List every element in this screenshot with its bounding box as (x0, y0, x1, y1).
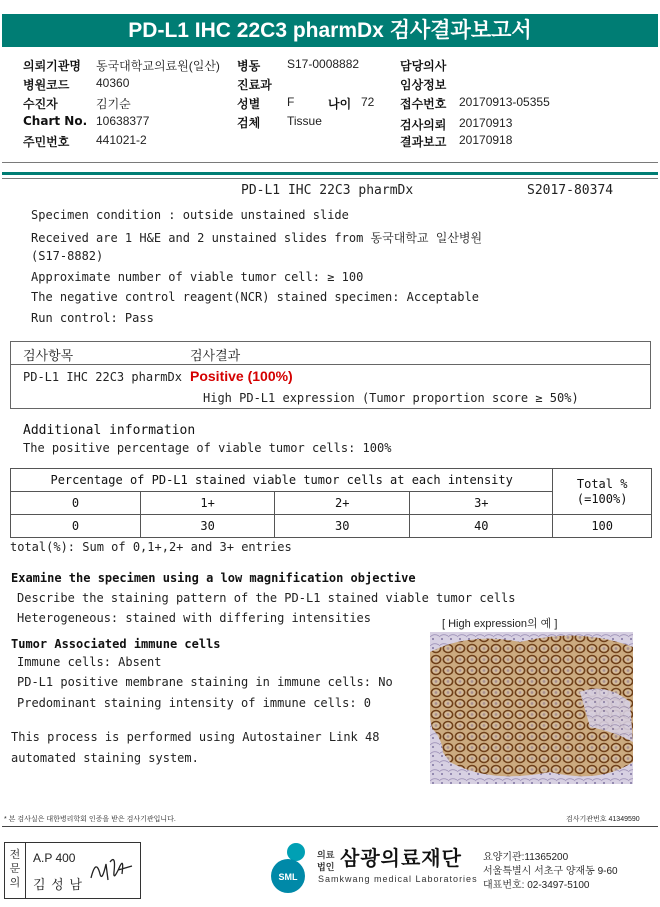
total-header (553, 469, 652, 515)
result-item: PD-L1 IHC 22C3 pharmDx (23, 370, 182, 384)
run-control: Run control: Pass (31, 311, 154, 325)
label-institution: 의뢰기관명 (23, 59, 81, 73)
value-specimen: Tissue (287, 114, 322, 128)
label-department: 진료과 (237, 78, 272, 92)
examine-title: Examine the specimen using a low magnification objective (11, 571, 416, 585)
process-line2: automated staining system. (11, 751, 199, 765)
micrograph-svg (430, 632, 633, 784)
label-receipt-no: 접수번호 (400, 97, 447, 111)
logo-text: SML (278, 872, 298, 882)
result-col-result: 검사결과 (190, 348, 241, 363)
label-age: 나이 (328, 97, 352, 111)
value-ward: S17-0008882 (287, 57, 360, 71)
process-line1: This process is performed using Autostainer Link 48 (11, 730, 380, 744)
label-patient: 수진자 (23, 97, 58, 111)
value-resident-no: 441021-2 (96, 133, 147, 147)
value-receipt-no: 20170913-05355 (459, 95, 550, 109)
ncr-status: The negative control reagent(NCR) stained specimen: Acceptable (31, 290, 479, 304)
report-title: PD-L1 IHC 22C3 pharmDx 검사결과보고서 (2, 14, 658, 47)
table-note: total(%): Sum of 0,1+,2+ and 3+ entries (10, 540, 292, 554)
org-english: Samkwang medical Laboratories (318, 874, 478, 884)
sml-logo-icon (268, 840, 318, 896)
footer-note-left: * 본 검사실은 대한병리학회 인증을 받은 검사기관입니다. (4, 816, 176, 823)
received-slides-id: (S17-8882) (31, 249, 104, 263)
value-institution: 동국대학교의료원(일산) (96, 59, 220, 73)
specimen-condition: Specimen condition : outside unstained slide (31, 208, 349, 222)
intensity-1: 1+ (141, 492, 275, 515)
org-phone: 대표번호: 02-3497-5100 (483, 880, 590, 891)
value-intensity-0: 0 (11, 515, 141, 538)
label-specimen: 검체 (237, 116, 261, 130)
value-report-date: 20170918 (459, 133, 513, 147)
org-code: 요양기관:11365200 (483, 852, 569, 863)
value-hospital-code: 40360 (96, 76, 130, 90)
value-intensity-1: 30 (141, 515, 275, 538)
result-col-item: 검사항목 (23, 348, 74, 363)
total-header-line2: (=100%) (576, 491, 628, 506)
immune-title: Tumor Associated immune cells (11, 637, 221, 651)
label-doctor: 담당의사 (400, 59, 447, 73)
divider-thin (2, 178, 658, 179)
label-resident-no: 주민번호 (23, 135, 70, 149)
additional-text: The positive percentage of viable tumor cells: 100% (23, 441, 392, 455)
examine-line2: Heterogeneous: stained with differing intensities (17, 611, 372, 625)
org-prefix-2: 법인 (317, 862, 335, 872)
additional-title: Additional information (23, 423, 196, 438)
footer-note-right: 검사기관번호 41349590 (566, 816, 640, 823)
label-hospital-code: 병원코드 (23, 78, 70, 92)
result-positive: Positive (100%) (190, 368, 293, 384)
doctor-code: A.P 400 (33, 851, 76, 865)
org-address: 서울특별시 서초구 양재동 9-60 (483, 866, 618, 877)
label-report-date: 결과보고 (400, 135, 447, 149)
examine-line1: Describe the staining pattern of the PD-L1 stained viable tumor cells (17, 591, 516, 605)
received-slides: Received are 1 H&E and 2 unstained slides from 동국대학교 일산병원 (31, 231, 483, 245)
divider-teal (2, 172, 658, 175)
result-expression: High PD-L1 expression (Tumor proportion score ≥ 50%) (203, 391, 579, 405)
value-request-date: 20170913 (459, 116, 513, 130)
label-request-date: 검사의뢰 (400, 118, 447, 132)
report-code: S2017-80374 (527, 183, 614, 198)
result-box-divider (10, 364, 651, 365)
micrograph-image (430, 632, 633, 784)
value-intensity-2: 30 (275, 515, 410, 538)
intensity-2: 2+ (275, 492, 410, 515)
report-test-name: PD-L1 IHC 22C3 pharmDx (241, 183, 414, 198)
doctor-name: 김 성 남 (33, 877, 83, 892)
label-clinical-info: 임상정보 (400, 78, 447, 92)
value-patient: 김기순 (96, 97, 131, 111)
org-name: 삼광의료재단 (340, 846, 462, 870)
value-sex: F (287, 95, 295, 109)
intensity-3: 3+ (410, 492, 553, 515)
intensity-table-header: Percentage of PD-L1 stained viable tumor cells at each intensity (11, 469, 553, 492)
immune-membrane: PD-L1 positive membrane staining in immune cells: No (17, 675, 393, 689)
immune-intensity: Predominant staining intensity of immune cells: 0 (17, 696, 372, 710)
footer-divider (2, 826, 658, 827)
total-header-line1: Total % (576, 476, 628, 491)
value-total: 100 (553, 515, 652, 538)
org-prefix-1: 의료 (317, 850, 335, 860)
value-chart-no: 10638377 (96, 114, 150, 128)
intensity-table (10, 468, 652, 538)
divider-top (2, 162, 658, 163)
label-chart-no: Chart No. (23, 114, 88, 128)
intensity-0: 0 (11, 492, 141, 515)
stamp-label: 전문의 (9, 849, 21, 889)
label-sex: 성별 (237, 97, 261, 111)
label-ward: 병동 (237, 59, 261, 73)
viable-tumor-count: Approximate number of viable tumor cell: ≥ 100 (31, 270, 364, 284)
value-age: 72 (361, 95, 375, 109)
image-caption: [ High expression의 예 ] (442, 618, 558, 630)
stamp-divider (25, 842, 26, 899)
doctor-signature (88, 852, 134, 888)
immune-cells: Immune cells: Absent (17, 655, 162, 669)
value-intensity-3: 40 (410, 515, 553, 538)
